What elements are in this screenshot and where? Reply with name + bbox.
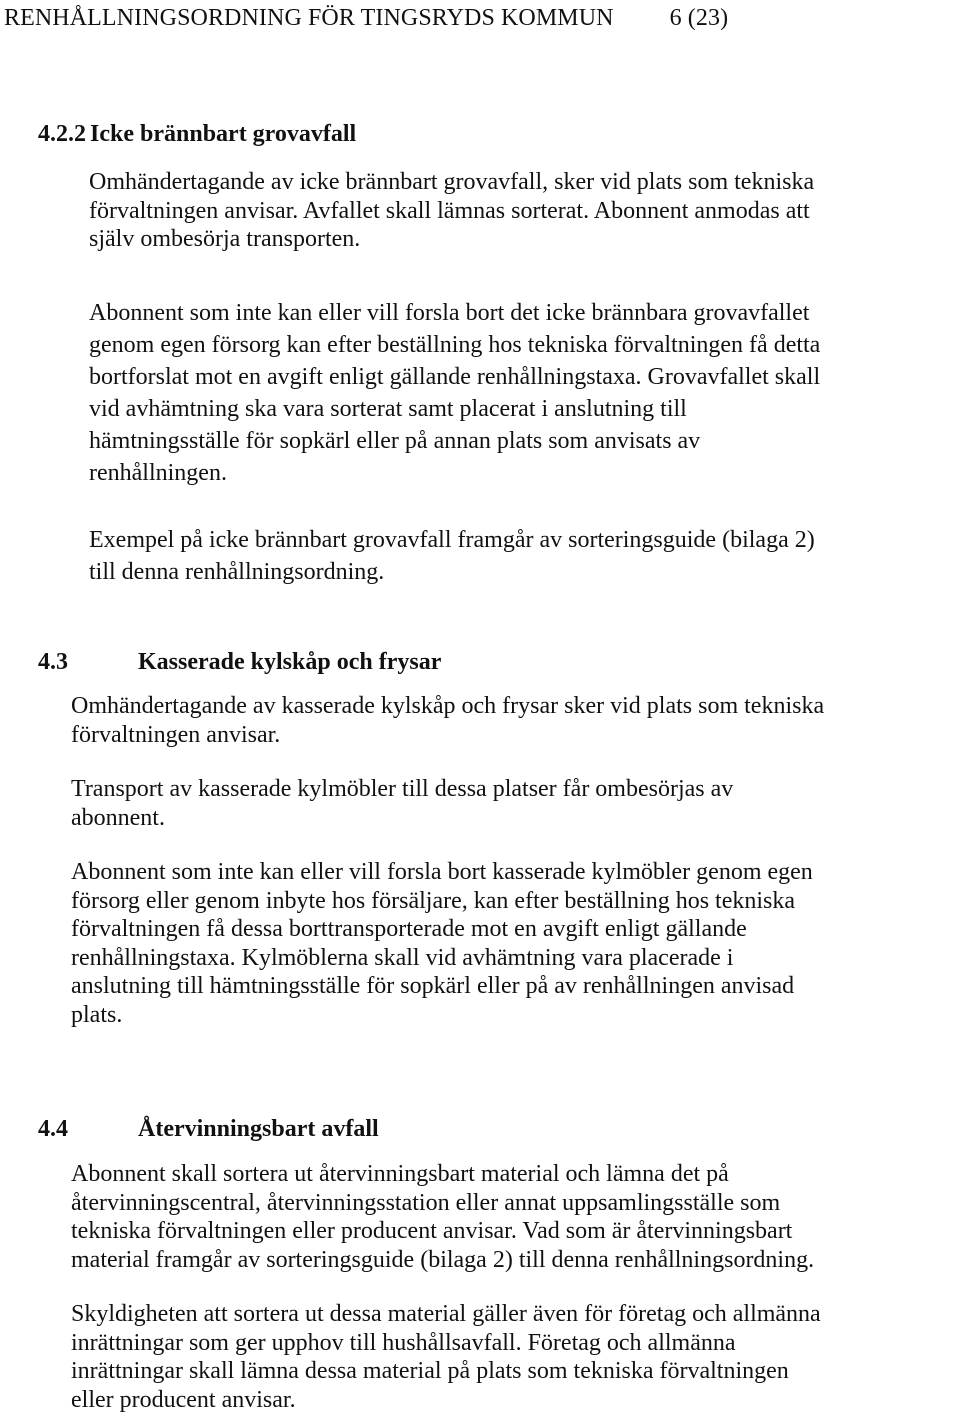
section-heading-4-3 [38, 648, 441, 676]
text-line: inrättningar som ger upphov till hushållsavfall. Företag och allmänna [71, 1329, 821, 1358]
text-line: Transport av kasserade kylmöbler till dessa platser får ombesörjas av [71, 775, 733, 804]
text-line: bortforslat mot en avgift enligt gällande renhållningstaxa. Grovavfallet skall [89, 361, 820, 393]
section-number: 4.3 [38, 648, 138, 676]
page-header [4, 4, 728, 32]
section-heading-4-2-2 [38, 120, 356, 148]
paragraph-4-4-2 [71, 1300, 821, 1414]
paragraph-4-2-2-1 [89, 168, 814, 254]
text-line: eller producent anvisar. [71, 1386, 821, 1414]
text-line: inrättningar skall lämna dessa material på plats som tekniska förvaltningen [71, 1357, 821, 1386]
text-line: Abonnent som inte kan eller vill forsla bort det icke brännbara grovavfallet [89, 297, 820, 329]
text-line: till denna renhållningsordning. [89, 556, 815, 588]
text-line: hämtningsställe för sopkärl eller på annan plats som anvisats av [89, 425, 820, 457]
text-line: material framgår av sorteringsguide (bilaga 2) till denna renhållningsordning. [71, 1246, 814, 1275]
text-line: genom egen försorg kan efter beställning hos tekniska förvaltningen få detta [89, 329, 820, 361]
text-line: Skyldigheten att sortera ut dessa material gäller även för företag och allmänna [71, 1300, 821, 1329]
text-line: försorg eller genom inbyte hos försäljare, kan efter beställning hos tekniska [71, 887, 813, 916]
text-line: förvaltningen anvisar. [71, 721, 824, 750]
text-line: Omhändertagande av kasserade kylskåp och frysar sker vid plats som tekniska [71, 692, 824, 721]
section-number: 4.4 [38, 1115, 138, 1143]
text-line: Abonnent som inte kan eller vill forsla bort kasserade kylmöbler genom egen [71, 858, 813, 887]
section-title: Icke brännbart grovavfall [90, 120, 356, 148]
text-line: plats. [71, 1001, 813, 1030]
paragraph-4-2-2-2 [89, 297, 820, 489]
text-line: Exempel på icke brännbart grovavfall framgår av sorteringsguide (bilaga 2) [89, 524, 815, 556]
text-line: Abonnent skall sortera ut återvinningsbart material och lämna det på [71, 1160, 814, 1189]
text-line: förvaltningen anvisar. Avfallet skall lämnas sorterat. Abonnent anmodas att [89, 197, 814, 226]
paragraph-4-3-1 [71, 692, 824, 749]
section-title: Återvinningsbart avfall [138, 1115, 379, 1143]
paragraph-4-3-2 [71, 775, 733, 832]
section-title: Kasserade kylskåp och frysar [138, 648, 441, 676]
text-line: själv ombesörja transporten. [89, 225, 814, 254]
text-line: renhållningen. [89, 457, 820, 489]
text-line: tekniska förvaltningen eller producent anvisar. Vad som är återvinningsbart [71, 1217, 814, 1246]
paragraph-4-2-2-3 [89, 524, 815, 588]
section-number: 4.2.2 [38, 120, 90, 148]
section-heading-4-4 [38, 1115, 379, 1143]
text-line: förvaltningen få dessa borttransporterade mot en avgift enligt gällande [71, 915, 813, 944]
paragraph-4-3-3 [71, 858, 813, 1029]
text-line: anslutning till hämtningsställe för sopkärl eller på av renhållningen anvisad [71, 972, 813, 1001]
paragraph-4-4-1 [71, 1160, 814, 1274]
page-number: 6 (23) [670, 5, 729, 31]
text-line: abonnent. [71, 804, 733, 833]
header-title: RENHÅLLNINGSORDNING FÖR TINGSRYDS KOMMUN [4, 5, 614, 31]
text-line: vid avhämtning ska vara sorterat samt placerat i anslutning till [89, 393, 820, 425]
text-line: återvinningscentral, återvinningsstation eller annat uppsamlingsställe som [71, 1189, 814, 1218]
text-line: renhållningstaxa. Kylmöblerna skall vid avhämtning vara placerade i [71, 944, 813, 973]
text-line: Omhändertagande av icke brännbart grovavfall, sker vid plats som tekniska [89, 168, 814, 197]
